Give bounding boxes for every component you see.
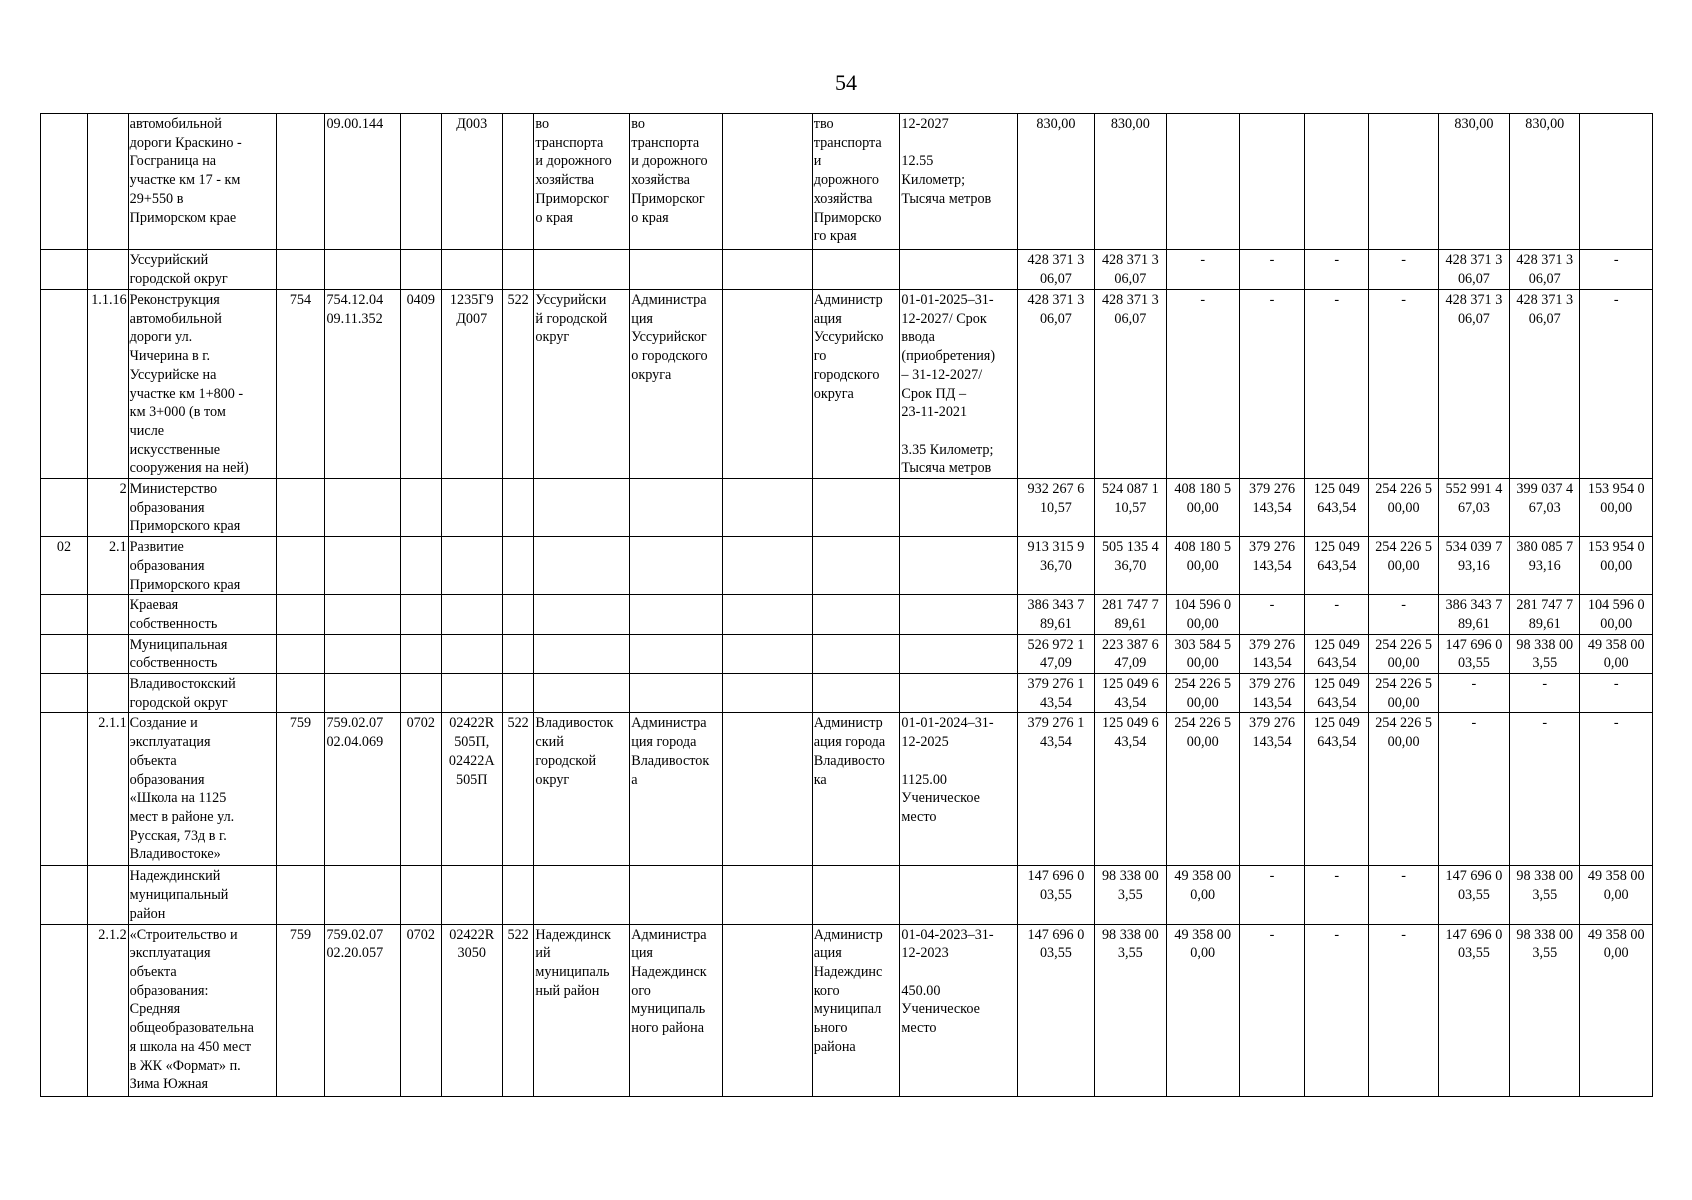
cell-section: 0702: [400, 713, 441, 866]
cell-csr: 02422R 505П, 02422А 505П: [441, 713, 502, 866]
cell-customer: Администра ция Надеждинск ого муниципаль ного района: [630, 924, 723, 1096]
cell-num: 2.1.2: [87, 924, 128, 1096]
cell-grbs: [276, 674, 325, 713]
cell-target: [325, 250, 400, 290]
cell-section: 0702: [400, 924, 441, 1096]
cell-v4: 379 276 143,54: [1239, 634, 1304, 673]
budget-table: [40, 113, 1653, 1097]
cell-v8: 380 085 7 93,16: [1510, 537, 1580, 595]
cell-v3: -: [1166, 250, 1239, 290]
cell-grbs: [276, 537, 325, 595]
cell-v5: 125 049 643,54: [1305, 674, 1369, 713]
cell-v8: 281 747 7 89,61: [1510, 595, 1580, 634]
cell-target: [325, 674, 400, 713]
cell-v9: 49 358 00 0,00: [1580, 866, 1653, 924]
cell-target: 09.00.144: [325, 114, 400, 250]
cell-v4: -: [1239, 924, 1304, 1096]
cell-grbs: 754: [276, 290, 325, 479]
cell-v8: 830,00: [1510, 114, 1580, 250]
cell-name: Владивостокский городской округ: [128, 674, 276, 713]
cell-num: [87, 674, 128, 713]
cell-term: 01-01-2025–31- 12-2027/ Срок ввода (приобретения) – 31-12-2027/ Срок ПД – 23-11-2021 3.35 Километр; Тысяча метров: [900, 290, 1017, 479]
cell-builder: [812, 479, 900, 537]
cell-name: Развитие образования Приморского края: [128, 537, 276, 595]
cell-num: [87, 250, 128, 290]
cell-name: Муниципальная собственность: [128, 634, 276, 673]
cell-v9: 153 954 0 00,00: [1580, 479, 1653, 537]
cell-v6: -: [1369, 866, 1438, 924]
table-row: [41, 114, 1653, 250]
cell-v2: 98 338 00 3,55: [1095, 924, 1166, 1096]
table-row: [41, 634, 1653, 673]
cell-vr: [502, 634, 534, 673]
cell-v1: 913 315 9 36,70: [1017, 537, 1094, 595]
cell-term: [900, 479, 1017, 537]
cell-csr: [441, 634, 502, 673]
cell-csr: [441, 595, 502, 634]
cell-num: 2.1: [87, 537, 128, 595]
cell-v5: 125 049 643,54: [1305, 713, 1369, 866]
cell-section: [400, 634, 441, 673]
cell-v6: -: [1369, 924, 1438, 1096]
cell-v8: -: [1510, 713, 1580, 866]
cell-name: «Строительство и эксплуатация объекта образования: Средняя общеобразовательна я школа на 450 мест в ЖК «Формат» п. Зима Южная: [128, 924, 276, 1096]
cell-target: [325, 537, 400, 595]
table-row: [41, 713, 1653, 866]
cell-vr: [502, 674, 534, 713]
cell-v3: -: [1166, 290, 1239, 479]
cell-code: [41, 479, 88, 537]
cell-v1: 428 371 3 06,07: [1017, 250, 1094, 290]
cell-term: [900, 250, 1017, 290]
cell-v7: 428 371 3 06,07: [1438, 250, 1509, 290]
cell-v6: -: [1369, 595, 1438, 634]
cell-v3: [1166, 114, 1239, 250]
cell-name: Надеждинский муниципальный район: [128, 866, 276, 924]
cell-v1: 147 696 0 03,55: [1017, 924, 1094, 1096]
cell-code: [41, 290, 88, 479]
cell-builder: [812, 537, 900, 595]
cell-name: автомобильной дороги Краскино - Госграница на участке км 17 - км 29+550 в Приморском крае: [128, 114, 276, 250]
cell-term: [900, 674, 1017, 713]
cell-v2: 223 387 6 47,09: [1095, 634, 1166, 673]
cell-builder: Администр ация города Владивосто ка: [812, 713, 900, 866]
cell-customer: [630, 866, 723, 924]
cell-grbs: 759: [276, 713, 325, 866]
cell-v3: 254 226 5 00,00: [1166, 674, 1239, 713]
cell-term: 01-04-2023–31- 12-2023 450.00 Ученическое место: [900, 924, 1017, 1096]
cell-v2: 505 135 4 36,70: [1095, 537, 1166, 595]
cell-blank1: [723, 713, 813, 866]
cell-section: [400, 250, 441, 290]
cell-v4: 379 276 143,54: [1239, 674, 1304, 713]
cell-blank1: [723, 250, 813, 290]
cell-v5: 125 049 643,54: [1305, 537, 1369, 595]
cell-v4: [1239, 114, 1304, 250]
table-row: [41, 924, 1653, 1096]
cell-v4: -: [1239, 250, 1304, 290]
cell-v9: -: [1580, 713, 1653, 866]
cell-v2: 125 049 6 43,54: [1095, 713, 1166, 866]
cell-v2: 98 338 00 3,55: [1095, 866, 1166, 924]
cell-code: [41, 114, 88, 250]
cell-name: Уссурийский городской округ: [128, 250, 276, 290]
cell-code: [41, 634, 88, 673]
cell-v4: 379 276 143,54: [1239, 537, 1304, 595]
cell-v6: -: [1369, 290, 1438, 479]
cell-v7: 428 371 3 06,07: [1438, 290, 1509, 479]
cell-v3: 49 358 00 0,00: [1166, 866, 1239, 924]
cell-v5: -: [1305, 250, 1369, 290]
cell-grbs: [276, 479, 325, 537]
cell-term: [900, 634, 1017, 673]
cell-num: 1.1.16: [87, 290, 128, 479]
cell-csr: [441, 250, 502, 290]
cell-v4: 379 276 143,54: [1239, 479, 1304, 537]
cell-grbs-name: Надеждинск ий муниципаль ный район: [534, 924, 630, 1096]
cell-target: [325, 634, 400, 673]
cell-grbs: [276, 634, 325, 673]
cell-customer: [630, 250, 723, 290]
cell-section: [400, 674, 441, 713]
cell-code: [41, 866, 88, 924]
cell-section: [400, 866, 441, 924]
cell-v9: [1580, 114, 1653, 250]
cell-v7: -: [1438, 674, 1509, 713]
cell-v2: 281 747 7 89,61: [1095, 595, 1166, 634]
cell-v7: 386 343 7 89,61: [1438, 595, 1509, 634]
cell-code: 02: [41, 537, 88, 595]
cell-v9: 104 596 0 00,00: [1580, 595, 1653, 634]
cell-customer: [630, 674, 723, 713]
cell-csr: 02422R 3050: [441, 924, 502, 1096]
cell-builder: тво транспорта и дорожного хозяйства Приморско го края: [812, 114, 900, 250]
cell-target: [325, 479, 400, 537]
cell-vr: [502, 595, 534, 634]
cell-num: [87, 866, 128, 924]
cell-v3: 104 596 0 00,00: [1166, 595, 1239, 634]
cell-v8: 399 037 4 67,03: [1510, 479, 1580, 537]
cell-csr: Д003: [441, 114, 502, 250]
cell-v8: 98 338 00 3,55: [1510, 866, 1580, 924]
cell-builder: Администр ация Надеждинс кого муниципал ьного района: [812, 924, 900, 1096]
cell-blank1: [723, 537, 813, 595]
cell-target: 759.02.07 02.20.057: [325, 924, 400, 1096]
table-row: [41, 537, 1653, 595]
cell-v5: 125 049 643,54: [1305, 479, 1369, 537]
cell-v7: 830,00: [1438, 114, 1509, 250]
cell-v1: 386 343 7 89,61: [1017, 595, 1094, 634]
cell-v7: 147 696 0 03,55: [1438, 866, 1509, 924]
cell-v3: 303 584 5 00,00: [1166, 634, 1239, 673]
cell-blank1: [723, 674, 813, 713]
table-row: [41, 866, 1653, 924]
cell-v6: 254 226 5 00,00: [1369, 634, 1438, 673]
cell-v1: 526 972 1 47,09: [1017, 634, 1094, 673]
cell-section: [400, 595, 441, 634]
cell-v1: 147 696 0 03,55: [1017, 866, 1094, 924]
cell-vr: 522: [502, 924, 534, 1096]
cell-blank1: [723, 866, 813, 924]
cell-customer: во транспорта и дорожного хозяйства Приморског о края: [630, 114, 723, 250]
cell-v3: 49 358 00 0,00: [1166, 924, 1239, 1096]
cell-v6: 254 226 5 00,00: [1369, 713, 1438, 866]
cell-v5: [1305, 114, 1369, 250]
cell-vr: [502, 250, 534, 290]
cell-v6: 254 226 5 00,00: [1369, 537, 1438, 595]
cell-grbs-name: [534, 595, 630, 634]
cell-v3: 408 180 5 00,00: [1166, 479, 1239, 537]
cell-v6: 254 226 5 00,00: [1369, 479, 1438, 537]
cell-vr: 522: [502, 713, 534, 866]
cell-name: Реконструкция автомобильной дороги ул. Чичерина в г. Уссурийске на участке км 1+800 - км 3+000 (в том числе искусственные сооружения на ней): [128, 290, 276, 479]
cell-v2: 428 371 3 06,07: [1095, 290, 1166, 479]
cell-v9: 49 358 00 0,00: [1580, 924, 1653, 1096]
cell-customer: [630, 595, 723, 634]
cell-num: [87, 634, 128, 673]
cell-builder: [812, 634, 900, 673]
cell-builder: Администр ация Уссурийско го городского округа: [812, 290, 900, 479]
cell-section: 0409: [400, 290, 441, 479]
cell-grbs: 759: [276, 924, 325, 1096]
cell-code: [41, 250, 88, 290]
cell-v5: -: [1305, 290, 1369, 479]
cell-v2: 428 371 3 06,07: [1095, 250, 1166, 290]
cell-term: 01-01-2024–31- 12-2025 1125.00 Ученическое место: [900, 713, 1017, 866]
cell-builder: [812, 250, 900, 290]
cell-grbs-name: [534, 866, 630, 924]
table-row: [41, 479, 1653, 537]
cell-section: [400, 537, 441, 595]
cell-v7: -: [1438, 713, 1509, 866]
page-number: 54: [835, 70, 857, 95]
cell-v6: -: [1369, 250, 1438, 290]
cell-csr: [441, 479, 502, 537]
cell-vr: 522: [502, 290, 534, 479]
cell-v9: 153 954 0 00,00: [1580, 537, 1653, 595]
cell-v8: -: [1510, 674, 1580, 713]
cell-v5: -: [1305, 866, 1369, 924]
cell-customer: [630, 537, 723, 595]
cell-term: 12-2027 12.55 Километр; Тысяча метров: [900, 114, 1017, 250]
cell-v6: [1369, 114, 1438, 250]
cell-grbs-name: [534, 479, 630, 537]
cell-v1: 379 276 1 43,54: [1017, 713, 1094, 866]
cell-customer: Администра ция города Владивосток а: [630, 713, 723, 866]
cell-customer: [630, 634, 723, 673]
cell-grbs-name: Владивосток ский городской округ: [534, 713, 630, 866]
cell-section: [400, 479, 441, 537]
cell-grbs-name: [534, 634, 630, 673]
cell-v2: 125 049 6 43,54: [1095, 674, 1166, 713]
cell-v4: -: [1239, 290, 1304, 479]
cell-v5: 125 049 643,54: [1305, 634, 1369, 673]
cell-v9: -: [1580, 674, 1653, 713]
cell-blank1: [723, 114, 813, 250]
cell-v1: 932 267 6 10,57: [1017, 479, 1094, 537]
cell-v2: 524 087 1 10,57: [1095, 479, 1166, 537]
cell-code: [41, 595, 88, 634]
cell-v3: 254 226 5 00,00: [1166, 713, 1239, 866]
table-row: [41, 595, 1653, 634]
cell-code: [41, 713, 88, 866]
cell-target: 754.12.04 09.11.352: [325, 290, 400, 479]
cell-v7: 534 039 7 93,16: [1438, 537, 1509, 595]
cell-num: 2: [87, 479, 128, 537]
cell-target: [325, 595, 400, 634]
table-row: [41, 290, 1653, 479]
cell-customer: [630, 479, 723, 537]
cell-grbs: [276, 114, 325, 250]
cell-v1: 428 371 3 06,07: [1017, 290, 1094, 479]
cell-section: [400, 114, 441, 250]
cell-grbs-name: [534, 537, 630, 595]
cell-grbs-name: во транспорта и дорожного хозяйства Приморског о края: [534, 114, 630, 250]
cell-blank1: [723, 595, 813, 634]
cell-v4: -: [1239, 866, 1304, 924]
cell-vr: [502, 537, 534, 595]
table-row: [41, 250, 1653, 290]
cell-vr: [502, 479, 534, 537]
cell-v9: -: [1580, 290, 1653, 479]
cell-v7: 552 991 4 67,03: [1438, 479, 1509, 537]
cell-num: [87, 595, 128, 634]
cell-builder: [812, 866, 900, 924]
cell-v1: 379 276 1 43,54: [1017, 674, 1094, 713]
cell-code: [41, 924, 88, 1096]
cell-term: [900, 537, 1017, 595]
cell-name: Краевая собственность: [128, 595, 276, 634]
cell-grbs: [276, 866, 325, 924]
cell-csr: 1235Г9 Д007: [441, 290, 502, 479]
cell-v9: 49 358 00 0,00: [1580, 634, 1653, 673]
cell-csr: [441, 866, 502, 924]
cell-v8: 428 371 3 06,07: [1510, 290, 1580, 479]
cell-blank1: [723, 479, 813, 537]
cell-num: 2.1.1: [87, 713, 128, 866]
cell-num: [87, 114, 128, 250]
cell-grbs-name: Уссурийски й городской округ: [534, 290, 630, 479]
cell-grbs-name: [534, 674, 630, 713]
cell-target: 759.02.07 02.04.069: [325, 713, 400, 866]
cell-v3: 408 180 5 00,00: [1166, 537, 1239, 595]
cell-grbs: [276, 595, 325, 634]
cell-vr: [502, 866, 534, 924]
cell-grbs-name: [534, 250, 630, 290]
cell-builder: [812, 674, 900, 713]
cell-v8: 98 338 00 3,55: [1510, 924, 1580, 1096]
cell-blank1: [723, 634, 813, 673]
cell-v1: 830,00: [1017, 114, 1094, 250]
cell-v5: -: [1305, 924, 1369, 1096]
cell-v4: -: [1239, 595, 1304, 634]
cell-v9: -: [1580, 250, 1653, 290]
cell-csr: [441, 674, 502, 713]
cell-v8: 428 371 3 06,07: [1510, 250, 1580, 290]
cell-term: [900, 866, 1017, 924]
cell-customer: Администра ция Уссурийског о городского округа: [630, 290, 723, 479]
cell-code: [41, 674, 88, 713]
cell-name: Министерство образования Приморского края: [128, 479, 276, 537]
cell-blank1: [723, 290, 813, 479]
cell-target: [325, 866, 400, 924]
cell-grbs: [276, 250, 325, 290]
cell-term: [900, 595, 1017, 634]
cell-builder: [812, 595, 900, 634]
cell-blank1: [723, 924, 813, 1096]
table-row: [41, 674, 1653, 713]
cell-v4: 379 276 143,54: [1239, 713, 1304, 866]
cell-v8: 98 338 00 3,55: [1510, 634, 1580, 673]
cell-name: Создание и эксплуатация объекта образования «Школа на 1125 мест в районе ул. Русская, 73д в г. Владивостоке»: [128, 713, 276, 866]
cell-v2: 830,00: [1095, 114, 1166, 250]
cell-v5: -: [1305, 595, 1369, 634]
cell-csr: [441, 537, 502, 595]
cell-v6: 254 226 5 00,00: [1369, 674, 1438, 713]
cell-v7: 147 696 0 03,55: [1438, 634, 1509, 673]
cell-vr: [502, 114, 534, 250]
cell-v7: 147 696 0 03,55: [1438, 924, 1509, 1096]
